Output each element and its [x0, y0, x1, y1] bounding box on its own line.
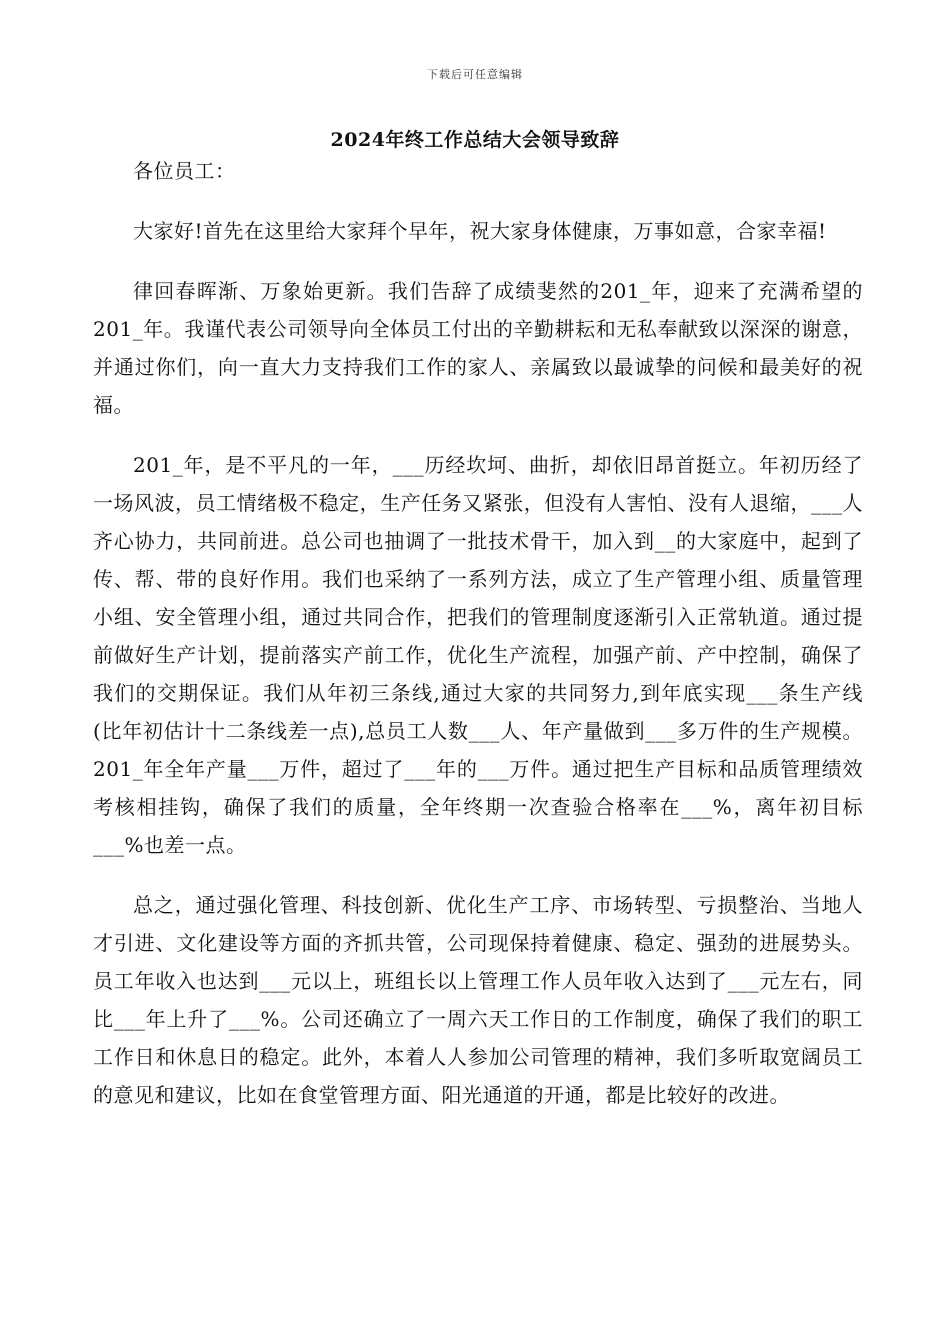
- salutation: 各位员工：: [133, 159, 236, 183]
- document-body: [93, 150, 863, 1114]
- paragraph-summary: 总之，通过强化管理、科技创新、优化生产工序、市场转型、亏损整治、当地人才引进、文化建设等方面的齐抓共管，公司现保持着健康、稳定、强劲的进展势头。员工年收入也达到___元以上，班组长以上管理工作人员年收入达到了___元左右，同比___年上升了___%。公司还确立了一周六天工作日的工作制度，确保了我们的职工工作日和休息日的稳定。此外，本着人人参加公司管理的精神，我们多听取宽阔员工的意见和建议，比如在食堂管理方面、阳光通道的开通，都是比较好的改进。: [93, 893, 863, 1107]
- paragraph-greeting: 大家好!首先在这里给大家拜个早年，祝大家身体健康，万事如意，合家幸福!: [133, 219, 827, 243]
- document-title: 2024年终工作总结大会领导致辞: [330, 129, 620, 151]
- header-note: 下载后可任意编辑: [427, 68, 523, 81]
- paragraph-new-year: 律回春晖渐、万象始更新。我们告辞了成绩斐然的201_年，迎来了充满希望的201_年。我谨代表公司领导向全体员工付出的辛勤耕耘和无私奉献致以深深的谢意，并通过你们，向一直大力支持我们工作的家人、亲属致以最诚挚的问候和最美好的祝福。: [93, 279, 863, 417]
- paragraph-review: 201_年，是不平凡的一年，___历经坎坷、曲折，却依旧昂首挺立。年初历经了一场风波，员工情绪极不稳定，生产任务又紧张，但没有人害怕、没有人退缩，___人齐心协力，共同前进。总公司也抽调了一批技术骨干，加入到__的大家庭中，起到了传、帮、带的良好作用。我们也采纳了一系列方法，成立了生产管理小组、质量管理小组、安全管理小组，通过共同合作，把我们的管理制度逐渐引入正常轨道。通过提前做好生产计划，提前落实产前工作，优化生产流程，加强产前、产中控制，确保了我们的交期保证。我们从年初三条线,通过大家的共同努力,到年底实现___条生产线(比年初估计十二条线差一点),总员工人数___人、年产量做到___多万件的生产规模。201_年全年产量___万件，超过了___年的___万件。通过把生产目标和品质管理绩效考核相挂钩，确保了我们的质量，全年终期一次查验合格率在___%，离年初目标___%也差一点。: [93, 453, 863, 857]
